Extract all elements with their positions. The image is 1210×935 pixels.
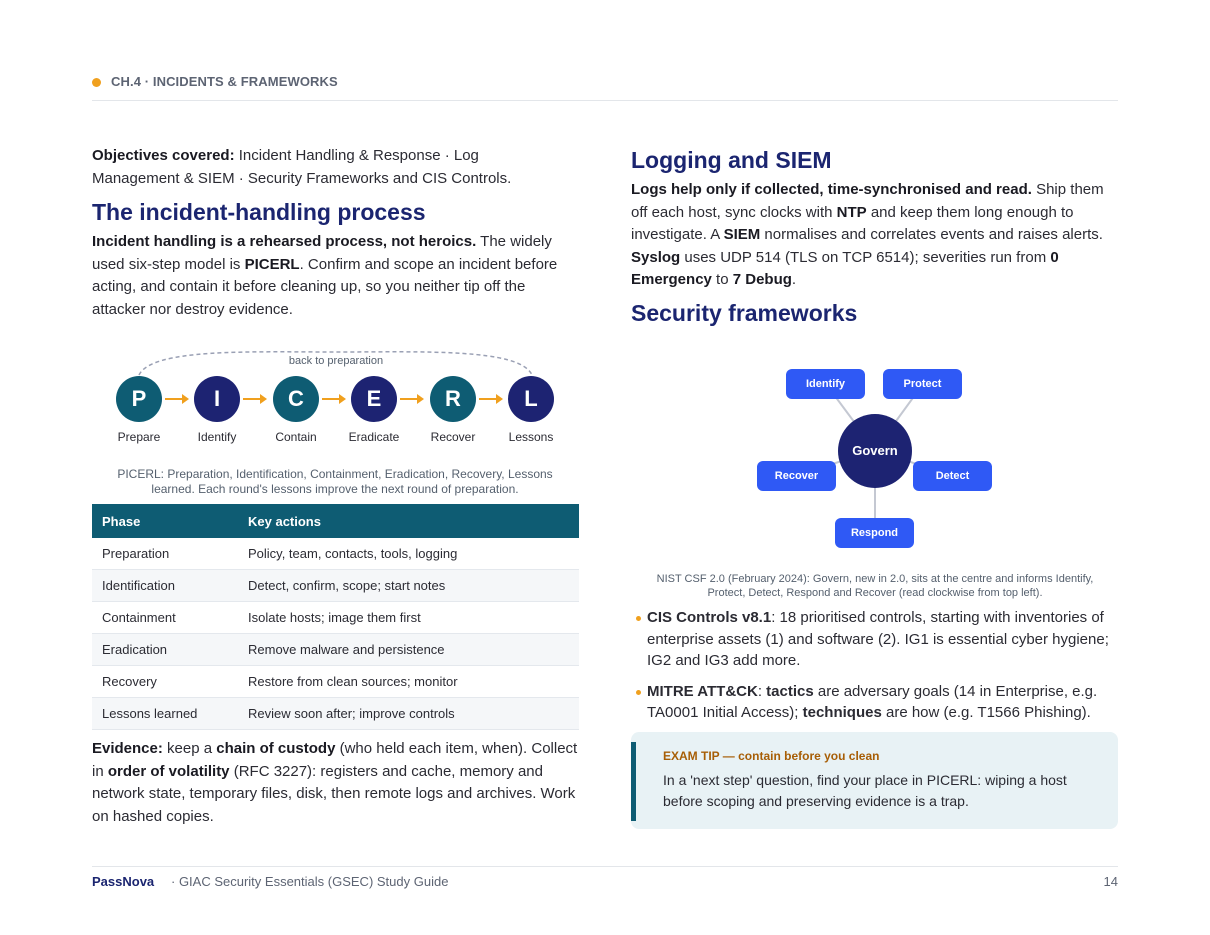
logging-paragraph — [631, 179, 1119, 292]
step-recover-label: Recover — [430, 430, 476, 444]
step-eradicate-label: Eradicate — [348, 430, 400, 444]
nist-govern-node: Govern — [838, 414, 912, 488]
incident-heading: The incident-handling process — [92, 199, 426, 225]
step-contain-circle: C — [273, 376, 319, 422]
table-cell: Preparation — [92, 538, 238, 570]
tip-body: In a 'next step' question, find your place in PICERL: wiping a host before scoping and preserving evidence is a trap. — [663, 772, 1067, 809]
arrow-icon — [400, 398, 422, 400]
objectives-paragraph — [92, 145, 562, 190]
step-lessons-circle: L — [508, 376, 554, 422]
table-cell: Recovery — [92, 666, 238, 698]
step-prepare-label: Prepare — [117, 430, 161, 444]
mitre-text: : — [757, 682, 767, 700]
arrow-icon — [479, 398, 501, 400]
mitre-text: are how (e.g. T1566 Phishing). — [881, 704, 1091, 721]
syslog-term: Syslog — [631, 248, 681, 266]
logging-lead: Logs help only if collected, time-synchronised and read. — [631, 181, 1032, 198]
table-row — [92, 634, 579, 666]
cis-term: CIS Controls v8.1 — [647, 609, 772, 626]
mitre-text: are adversary goals (14 in Enterprise, e.g. TA0001 Initial Access); — [647, 682, 1098, 721]
list-item — [631, 607, 1119, 672]
objectives-label: Objectives covered: — [92, 147, 235, 164]
ntp-term: NTP — [836, 203, 867, 221]
nist-recover-node: Recover — [757, 461, 836, 491]
chapter-title: CH.4 · INCIDENTS & FRAMEWORKS — [111, 74, 338, 89]
table-cell: Lessons learned — [92, 698, 238, 730]
incident-text-2: . Confirm and scope an incident before acting, and contain it before cleaning up, so you neither tip off the attacker nor destroy evidence. — [92, 255, 558, 318]
incident-picerl: PICERL — [244, 255, 300, 273]
table-cell: Detect, confirm, scope; start notes — [238, 570, 579, 602]
exam-tip-box — [631, 732, 1118, 829]
incident-text-1: The widely used six-step model is — [92, 233, 552, 273]
chapter-dot — [92, 78, 101, 87]
nist-detect-node: Detect — [913, 461, 992, 491]
techniques-term: techniques — [802, 704, 882, 721]
table-cell: Containment — [92, 602, 238, 634]
step-lessons-label: Lessons — [508, 430, 554, 444]
footer-rule — [92, 866, 1118, 867]
evidence-text: keep a — [162, 740, 217, 757]
nist-protect-node: Protect — [883, 369, 962, 399]
nist-caption: NIST CSF 2.0 (February 2024): Govern, new in 2.0, sits at the centre and informs Identify, Protect, Detect, Respond and Recover (read clockwise from top left). — [656, 573, 1094, 599]
table-cell: Restore from clean sources; monitor — [238, 666, 579, 698]
table-cell: Remove malware and persistence — [238, 634, 579, 666]
arrow-icon — [165, 398, 187, 400]
list-item — [631, 681, 1119, 724]
mitre-term: MITRE ATT&CK — [647, 682, 758, 700]
logging-text: uses UDP 514 (TLS on TCP 6514); severities run from — [680, 248, 1051, 266]
table-header-row — [92, 504, 579, 538]
table-cell: Isolate hosts; image them first — [238, 602, 579, 634]
incident-lead: Incident handling is a rehearsed process, not heroics. — [92, 233, 477, 250]
objectives-text: Incident Handling & Response · Log Management & SIEM · Security Frameworks and CIS Controls. — [92, 147, 512, 187]
table-row — [92, 538, 579, 570]
nist-respond-node: Respond — [835, 518, 914, 548]
evidence-paragraph — [92, 738, 582, 828]
table-row — [92, 666, 579, 698]
frameworks-heading: Security frameworks — [631, 300, 858, 326]
step-recover-circle: R — [430, 376, 476, 422]
arrow-icon — [322, 398, 344, 400]
footer-title: · GIAC Security Essentials (GSEC) Study Guide — [171, 874, 449, 889]
footer-brand: PassNova — [92, 874, 155, 889]
logging-text: normalises and correlates events and raises alerts. — [760, 226, 1103, 243]
logging-text: to — [711, 271, 733, 288]
logging-text: Ship them off each host, sync clocks with — [631, 181, 1104, 221]
evidence-label: Evidence: — [92, 740, 163, 757]
evidence-text: (RFC 3227): registers and cache, memory and network state, temporary files, disk, then remote logs and archives. Work on hashed copies. — [92, 762, 576, 825]
picerl-caption: PICERL: Preparation, Identification, Containment, Eradication, Recovery, Lessons learned. Each round's lessons improve the next round of preparation. — [117, 467, 553, 496]
table-cell: Policy, team, contacts, tools, logging — [238, 538, 579, 570]
tip-title: EXAM TIP — contain before you clean — [663, 749, 880, 763]
logging-heading: Logging and SIEM — [631, 147, 832, 173]
table-row — [92, 570, 579, 602]
tip-accent-bar — [631, 742, 636, 821]
step-contain-label: Contain — [275, 430, 317, 444]
nist-identify-node: Identify — [786, 369, 865, 399]
column-header: Phase — [92, 504, 238, 538]
loop-label: back to preparation — [266, 355, 406, 367]
logging-text: . — [791, 271, 797, 288]
incident-paragraph — [92, 231, 580, 321]
header-rule — [92, 100, 1118, 101]
table-row — [92, 602, 579, 634]
table-cell: Identification — [92, 570, 238, 602]
logging-text: and keep them long enough to investigate. A — [631, 203, 1074, 243]
siem-term: SIEM — [723, 226, 761, 243]
framework-bullets — [631, 607, 1119, 733]
cis-text: : 18 prioritised controls, starting with inventories of enterprise assets (1) and software (2). IG1 is essential cyber hygiene; IG2 and IG3 add more. — [647, 609, 1109, 669]
column-header: Key actions — [238, 504, 579, 538]
table-cell: Review soon after; improve controls — [238, 698, 579, 730]
tactics-term: tactics — [766, 682, 814, 700]
step-prepare-circle: P — [116, 376, 162, 422]
arrow-icon — [243, 398, 265, 400]
step-identify-circle: I — [194, 376, 240, 422]
picerl-diagram — [92, 340, 580, 450]
severity-7-term: 7 Debug — [732, 271, 792, 288]
table-row — [92, 698, 579, 730]
page-number: 14 — [1103, 874, 1118, 889]
phase-table — [92, 504, 579, 730]
chain-of-custody-term: chain of custody — [216, 740, 336, 757]
step-eradicate-circle: E — [351, 376, 397, 422]
step-identify-label: Identify — [197, 430, 237, 444]
table-cell: Eradication — [92, 634, 238, 666]
evidence-text: (who held each item, when). Collect in — [92, 740, 578, 780]
severity-0-term: 0 Emergency — [631, 248, 1059, 288]
order-of-volatility-term: order of volatility — [107, 762, 230, 780]
